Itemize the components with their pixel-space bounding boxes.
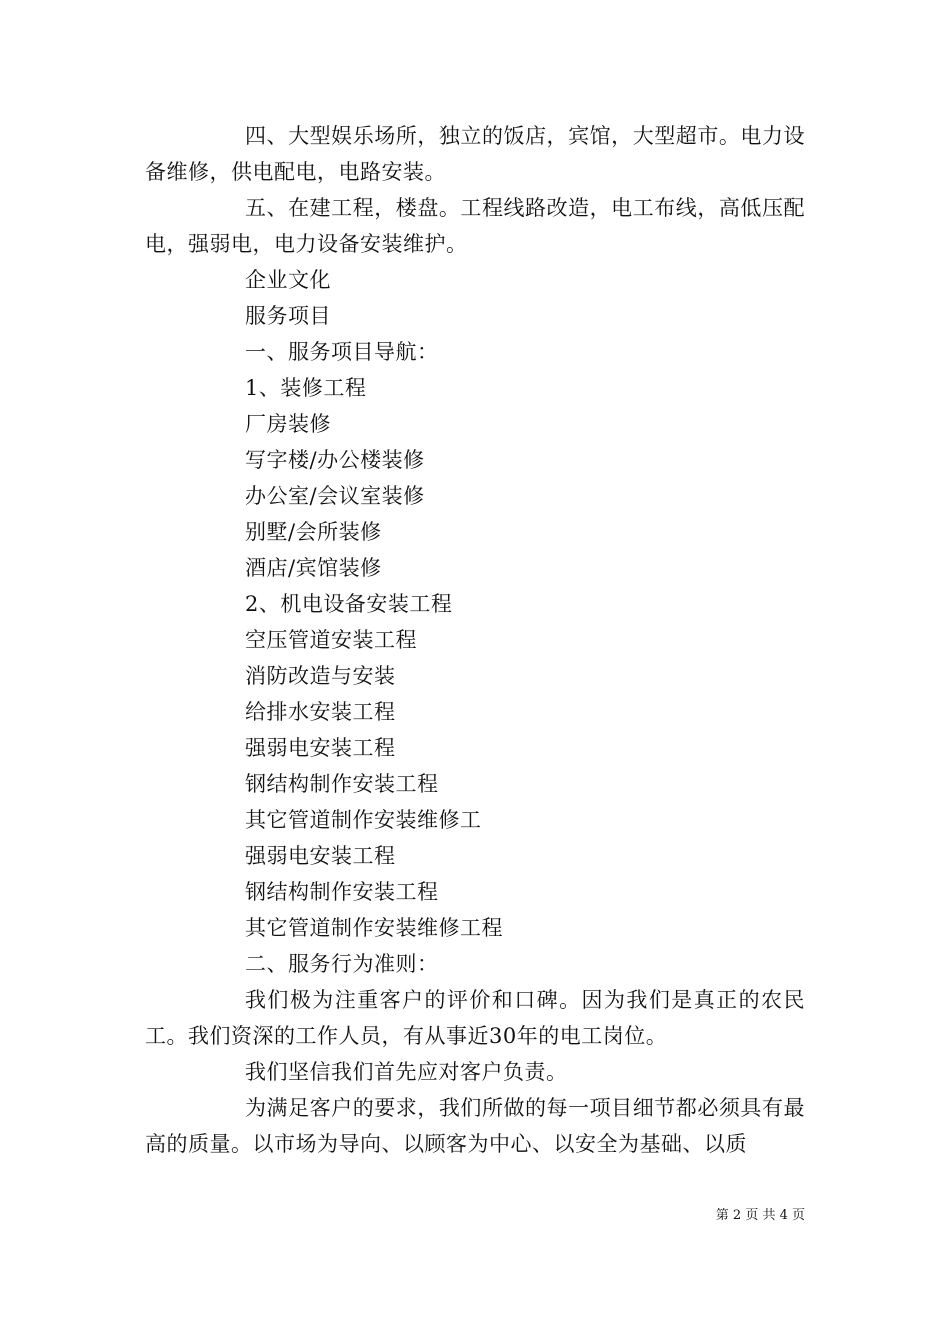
list-item-decoration-engineering: 1、装修工程 [245, 376, 367, 400]
list-item-steel-structure: 钢结构制作安装工程 [245, 772, 439, 796]
paragraph-quality: 为满足客户的要求，我们所做的每一项目细节都必须具有最高的质量。以市场为导向、以顾客为中心、以安全为基础、以质 [145, 1096, 805, 1156]
list-item-air-compressor-pipeline: 空压管道安装工程 [245, 628, 417, 652]
list-item-office-building-decoration: 写字楼/办公楼装修 [245, 448, 425, 472]
paragraph-customer-reputation: 我们极为注重客户的评价和口碑。因为我们是真正的农民工。我们资深的工作人员，有从事近30年的电工岗位。 [145, 988, 805, 1048]
heading-service-items: 服务项目 [245, 304, 331, 328]
list-item-strong-weak-electric-2: 强弱电安装工程 [245, 844, 396, 868]
heading-service-conduct: 二、服务行为准则： [245, 952, 439, 976]
list-item-steel-structure-2: 钢结构制作安装工程 [245, 880, 439, 904]
list-item-factory-decoration: 厂房装修 [245, 412, 331, 436]
list-item-other-pipeline-repair: 其它管道制作安装维修工 [245, 808, 482, 832]
list-item-fire-protection: 消防改造与安装 [245, 664, 396, 688]
list-item-villa-club-decoration: 别墅/会所装修 [245, 520, 382, 544]
paragraph-responsibility: 我们坚信我们首先应对客户负责。 [245, 1060, 568, 1084]
list-item-hotel-decoration: 酒店/宾馆装修 [245, 556, 382, 580]
list-item-water-supply-drainage: 给排水安装工程 [245, 700, 396, 724]
list-item-office-meeting-decoration: 办公室/会议室装修 [245, 484, 425, 508]
list-item-other-pipeline-engineering: 其它管道制作安装维修工程 [245, 916, 503, 940]
paragraph-entertainment-venues: 四、大型娱乐场所，独立的饭店，宾馆，大型超市。电力设备维修，供电配电，电路安装。 [145, 124, 805, 184]
heading-corporate-culture: 企业文化 [245, 268, 331, 292]
page-number-footer: 第 2 页 共 4 页 [715, 1208, 805, 1223]
document-body [145, 118, 805, 1162]
list-item-strong-weak-electric: 强弱电安装工程 [245, 736, 396, 760]
heading-service-navigation: 一、服务项目导航： [245, 340, 439, 364]
paragraph-construction-projects: 五、在建工程，楼盘。工程线路改造，电工布线，高低压配电，强弱电，电力设备安装维护。 [145, 196, 805, 256]
list-item-mechanical-electrical: 2、机电设备安装工程 [245, 592, 453, 616]
